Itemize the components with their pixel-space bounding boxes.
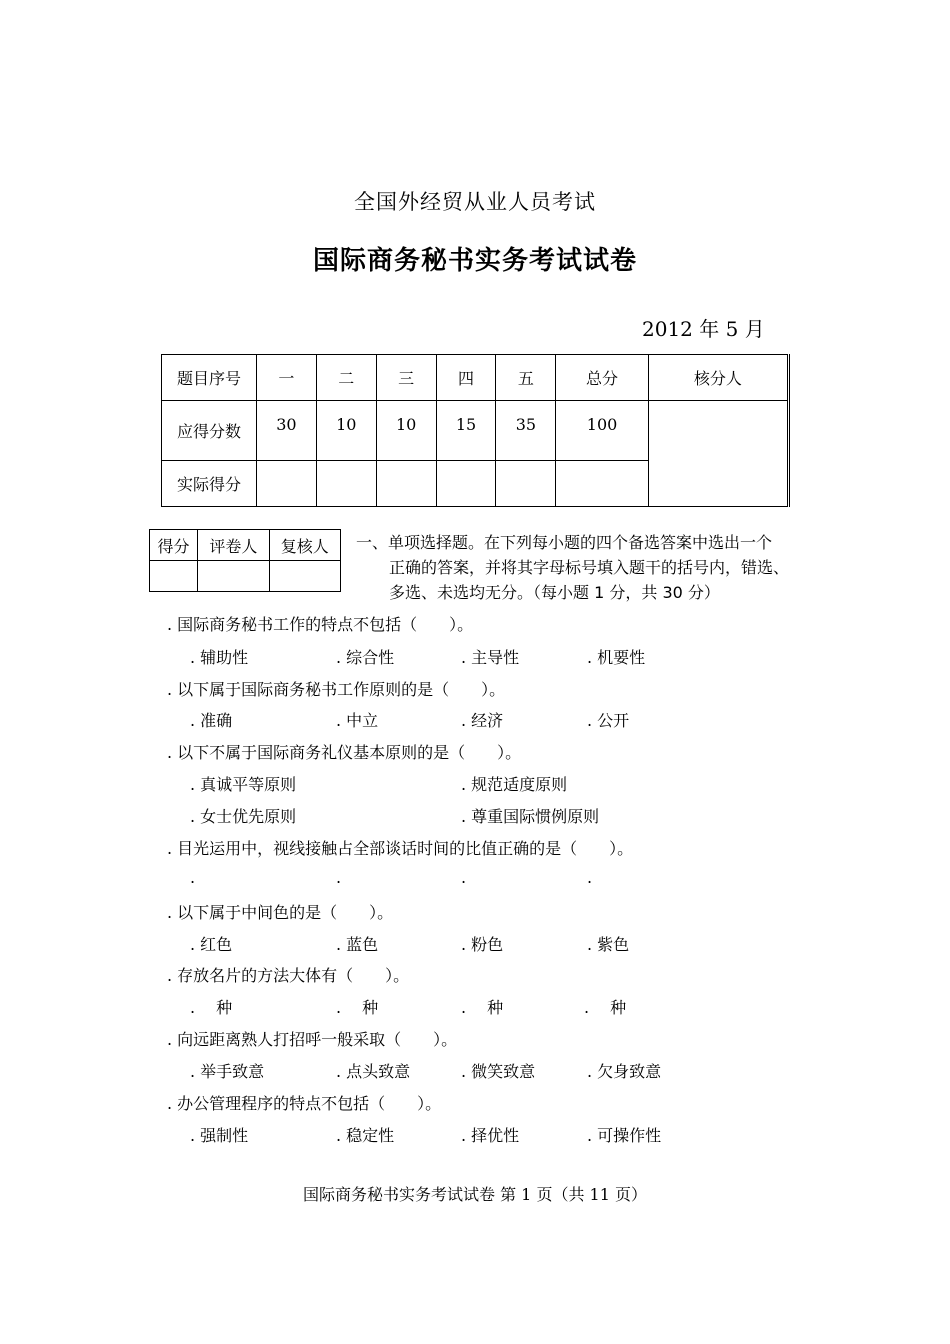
option-d[interactable]: . 尊重国际惯例原则 — [461, 807, 600, 826]
section-heading-line: 多选、未选均无分。（每小题 1 分，共 30 分） — [389, 583, 720, 602]
option-b[interactable]: . 种 — [336, 998, 379, 1017]
grader-cell[interactable] — [269, 561, 340, 592]
question-stem: . 国际商务秘书工作的特点不包括（ ）。 — [167, 615, 474, 634]
option-b[interactable]: . 蓝色 — [336, 935, 379, 954]
option-a[interactable]: . 种 — [190, 998, 233, 1017]
table-row — [162, 355, 789, 401]
column-header: 三 — [376, 355, 436, 401]
score-summary-table — [161, 354, 790, 507]
actual-score-cell[interactable] — [556, 461, 649, 507]
points-cell: 15 — [436, 401, 496, 461]
option-a[interactable]: . 准确 — [190, 711, 233, 730]
question-stem: . 目光运用中，视线接触占全部谈话时间的比值正确的是（ ）。 — [167, 839, 634, 858]
option-c[interactable]: . 种 — [461, 998, 504, 1017]
grader-header: 评卷人 — [198, 530, 269, 561]
option-d[interactable]: . 机要性 — [587, 648, 646, 667]
points-cell: 100 — [556, 401, 649, 461]
column-header: 核分人 — [648, 355, 788, 401]
checker-signature-cell[interactable] — [648, 401, 788, 507]
option-c[interactable]: . 微笑致意 — [461, 1062, 536, 1081]
grader-header: 得分 — [150, 530, 198, 561]
column-header: 一 — [257, 355, 317, 401]
option-b[interactable]: . 综合性 — [336, 648, 395, 667]
table-row — [150, 530, 341, 561]
option-b[interactable]: . 中立 — [336, 711, 379, 730]
option-c[interactable]: . 粉色 — [461, 935, 504, 954]
row-label: 应得分数 — [162, 401, 257, 461]
exam-date: 2012 年 5 月 — [642, 317, 765, 341]
option-c[interactable]: . 经济 — [461, 711, 504, 730]
table-row — [150, 561, 341, 592]
option-c[interactable]: . 女士优先原则 — [190, 807, 297, 826]
table-row — [162, 401, 789, 461]
option-b[interactable]: . — [336, 868, 342, 887]
exam-subtitle: 全国外经贸从业人员考试 — [354, 190, 596, 214]
grader-box — [149, 529, 341, 592]
option-b[interactable]: . 稳定性 — [336, 1126, 395, 1145]
column-header: 五 — [496, 355, 556, 401]
section-heading-line: 正确的答案，并将其字母标号填入题干的括号内，错选、 — [389, 558, 790, 577]
grader-cell[interactable] — [150, 561, 198, 592]
page-footer: 国际商务秘书实务考试试卷 第 1 页（共 11 页） — [303, 1185, 647, 1204]
points-cell: 10 — [376, 401, 436, 461]
grader-header: 复核人 — [269, 530, 340, 561]
question-stem: . 以下属于中间色的是（ ）。 — [167, 903, 394, 922]
actual-score-cell[interactable] — [376, 461, 436, 507]
option-b[interactable]: . 规范适度原则 — [461, 775, 568, 794]
row-label: 题目序号 — [162, 355, 257, 401]
actual-score-cell[interactable] — [257, 461, 317, 507]
question-stem: . 以下不属于国际商务礼仪基本原则的是（ ）。 — [167, 743, 522, 762]
option-d[interactable]: . 欠身致意 — [587, 1062, 662, 1081]
option-c[interactable]: . — [461, 868, 467, 887]
option-a[interactable]: . — [190, 868, 196, 887]
section-heading-line: 一、单项选择题。在下列每小题的四个备选答案中选出一个 — [356, 533, 773, 552]
actual-score-cell[interactable] — [436, 461, 496, 507]
option-a[interactable]: . 强制性 — [190, 1126, 249, 1145]
option-d[interactable]: . 紫色 — [587, 935, 630, 954]
option-a[interactable]: . 真诚平等原则 — [190, 775, 297, 794]
actual-score-cell[interactable] — [496, 461, 556, 507]
section-heading — [356, 530, 801, 605]
question-stem: . 存放名片的方法大体有（ ）。 — [167, 966, 410, 985]
option-a[interactable]: . 辅助性 — [190, 648, 249, 667]
option-b[interactable]: . 点头致意 — [336, 1062, 411, 1081]
grader-cell[interactable] — [198, 561, 269, 592]
question-stem: . 向远距离熟人打招呼一般采取（ ）。 — [167, 1030, 458, 1049]
option-d[interactable]: . 可操作性 — [587, 1126, 662, 1145]
points-cell: 30 — [257, 401, 317, 461]
option-c[interactable]: . 主导性 — [461, 648, 520, 667]
exam-title: 国际商务秘书实务考试试卷 — [312, 246, 637, 276]
column-header: 总分 — [556, 355, 649, 401]
option-c[interactable]: . 择优性 — [461, 1126, 520, 1145]
points-cell: 35 — [496, 401, 556, 461]
row-label: 实际得分 — [162, 461, 257, 507]
column-header: 四 — [436, 355, 496, 401]
option-a[interactable]: . 举手致意 — [190, 1062, 265, 1081]
option-a[interactable]: . 红色 — [190, 935, 233, 954]
option-d[interactable]: . — [587, 868, 593, 887]
option-d[interactable]: . 种 — [584, 998, 627, 1017]
question-stem: . 以下属于国际商务秘书工作原则的是（ ）。 — [167, 680, 506, 699]
column-header: 二 — [316, 355, 376, 401]
points-cell: 10 — [316, 401, 376, 461]
actual-score-cell[interactable] — [316, 461, 376, 507]
option-d[interactable]: . 公开 — [587, 711, 630, 730]
question-stem: . 办公管理程序的特点不包括（ ）。 — [167, 1094, 442, 1113]
